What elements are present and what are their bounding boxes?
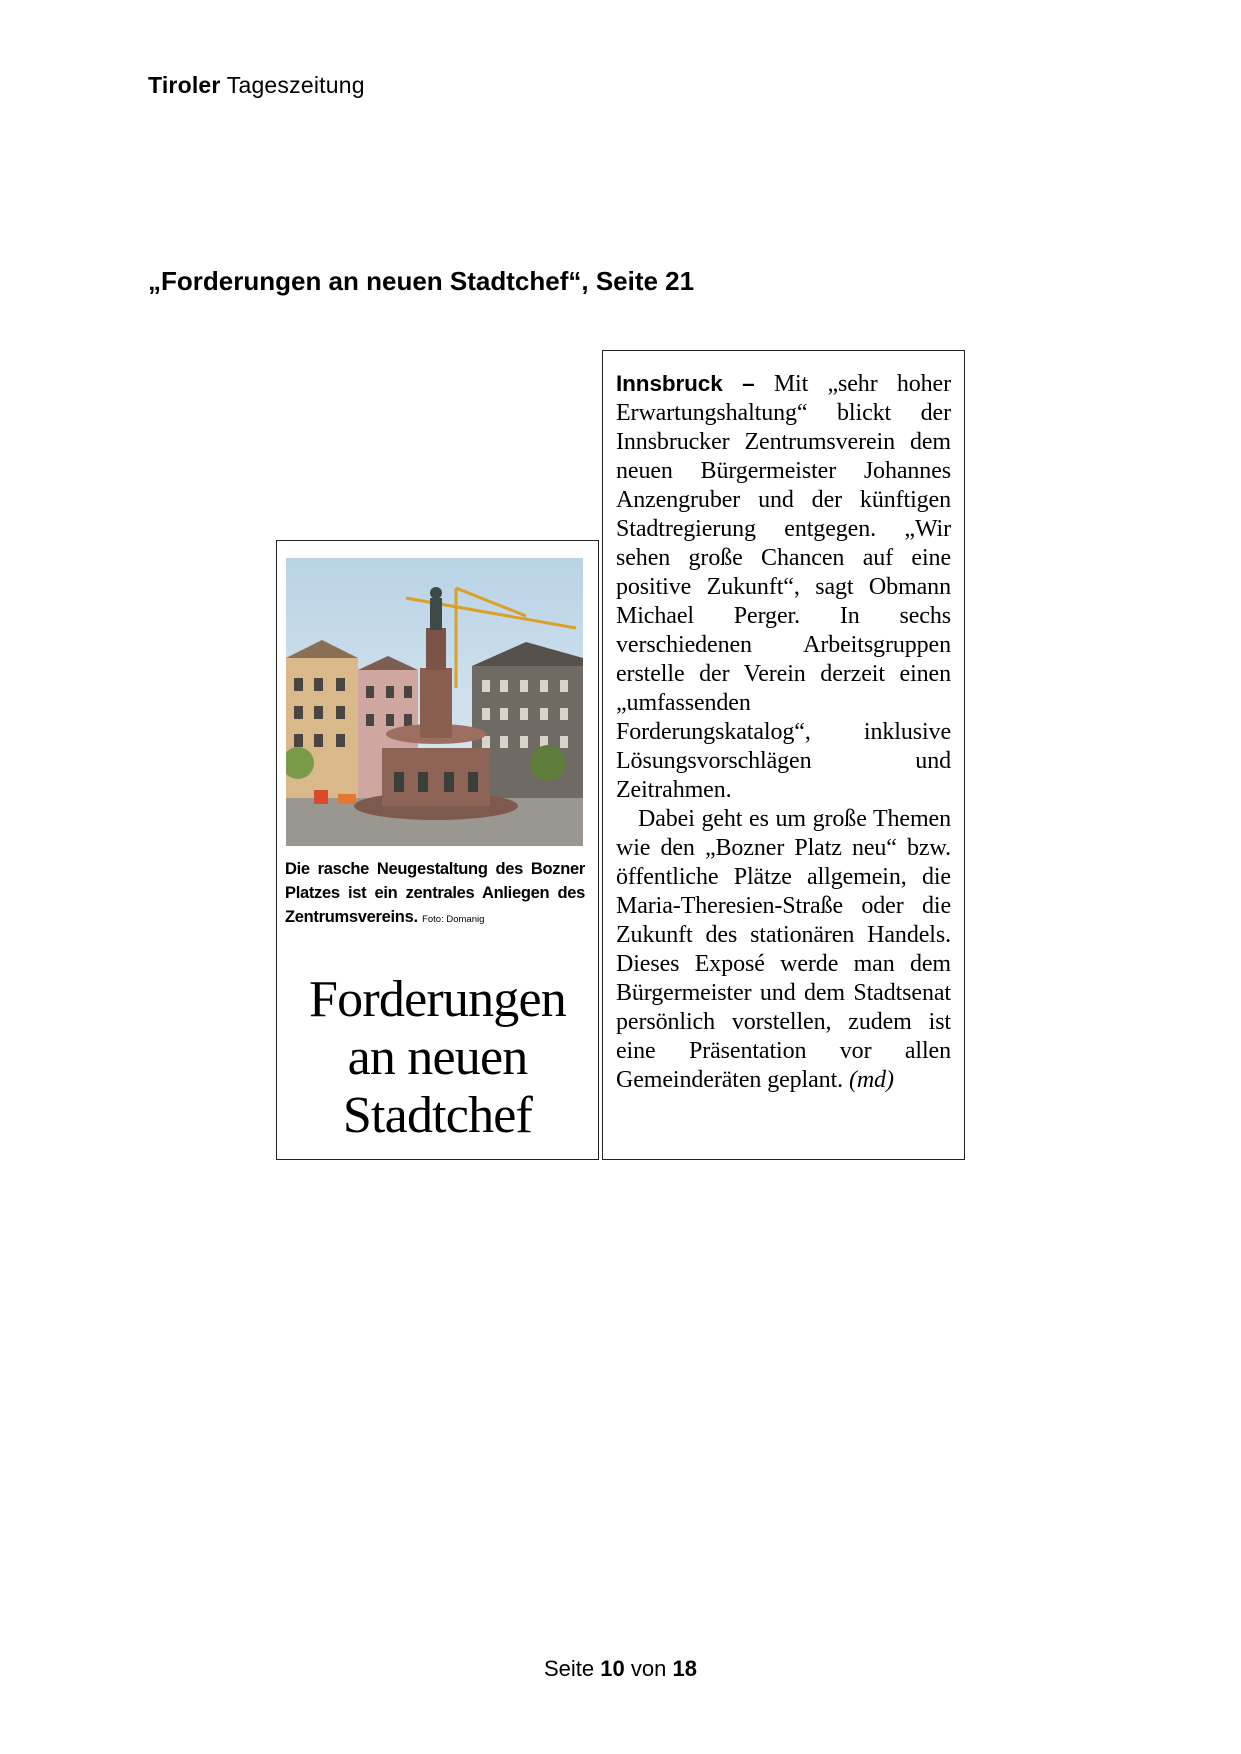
newspaper-source — [148, 72, 365, 99]
article-headline — [277, 971, 598, 1145]
paragraph-2-text: Dabei geht es um große Themen wie den „Bozner Platz neu“ bzw. öffentliche Plätze allgemein, die Maria-Theresien-Straße oder die Zukunft des stationären Handels. Dieses Exposé werde man dem Bürgermeister und dem Stadtsenat persönlich vorstellen, zudem ist eine Präsentation vor allen Gemeinderäten geplant. — [616, 806, 951, 1093]
current-page-number: 10 — [600, 1656, 625, 1681]
page-footer — [0, 1656, 1241, 1682]
caption-text: Die rasche Neugestaltung des Bozner Platzes ist ein zentrales Anliegen des Zentrumsvereins. — [285, 860, 585, 926]
photo-caption — [285, 857, 585, 932]
clipping-text-box — [602, 350, 965, 1160]
total-page-count: 18 — [672, 1656, 697, 1681]
footer-middle: von — [630, 1656, 667, 1681]
article-paragraph-1 — [616, 369, 951, 805]
article-paragraph-2 — [616, 805, 951, 1095]
source-bold: Tiroler — [148, 72, 221, 98]
footer-prefix: Seite — [544, 1656, 595, 1681]
headline-line-2: an neuen — [347, 1029, 528, 1086]
fountain-photo-image — [286, 558, 583, 846]
photo-credit: Foto: Domanig — [422, 914, 485, 925]
document-title: „Forderungen an neuen Stadtchef“, Seite 21 — [148, 266, 695, 296]
article-photo — [286, 558, 583, 846]
source-rest: Tageszeitung — [226, 72, 365, 98]
headline-line-3: Stadtchef — [342, 1087, 533, 1144]
headline-line-1: Forderungen — [309, 971, 566, 1028]
paragraph-1-text: Mit „sehr hoher Erwartungshaltung“ blickt der Innsbrucker Zentrumsverein dem neuen Bürgermeister Johannes Anzengruber und der künftigen Stadtregierung entgegen. „Wir sehen große Chancen auf eine positive Zukunft“, sagt Obmann Michael Perger. In sechs verschiedenen Arbeitsgruppen erstelle der Verein derzeit einen „umfassenden Forderungskatalog“, inklusive Lösungsvorschlägen und Zeitrahmen. — [616, 371, 951, 803]
clipping-photo-box — [276, 540, 599, 1160]
article-dateline: Innsbruck – — [616, 371, 755, 396]
author-initials: (md) — [848, 1067, 894, 1093]
article-body — [616, 369, 951, 1095]
